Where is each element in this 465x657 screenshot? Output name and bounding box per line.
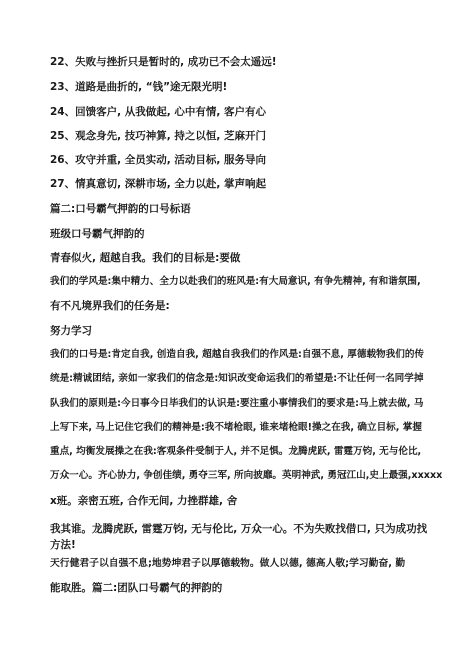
text-line: 能取胜。篇二:团队口号霸气的押韵的 [50,582,223,594]
text-line: 我们的学风是:集中精力、全力以赴我们的班风是:有大局意识, 有争先精神, 有和谐氛围, [50,276,421,287]
text-line: 方法! [50,539,76,551]
text-line: 统是:精诚团结, 亲如一家我们的信念是:知识改变命运我们的希望是:不让任何一名同学掉 [50,373,424,384]
text-line: 有不凡境界我们的任务是: [50,300,170,312]
text-line: 上写下来, 马上记住它我们的精神是:我不堵枪眼, 谁来堵枪眼!操之在我, 确立目标, 掌握 [50,422,422,433]
text-line: 25、观念身先, 技巧神算, 持之以恒, 芝麻开门 [50,130,267,142]
text-line: 青春似火, 超越自我。我们的目标是:要做 [50,252,241,264]
text-line: 27、情真意切, 深耕市场, 全力以赴, 掌声响起 [50,178,267,190]
text-line: 我其谁。龙腾虎跃, 雷霆万钧, 无与伦比, 万众一心。不为失败找借口, 只为成功找 [50,523,428,535]
text-line: 我们的口号是:肯定自我, 创造自我, 超越自我我们的作风是:自强不息, 厚德载物我们的传 [50,349,425,360]
text-line: 22、失败与挫折只是暂时的, 成功已不会太遥远! [50,56,277,68]
text-line: 天行健君子以自强不息;地势坤君子以厚德载物。做人以德, 德高人敬;学习勤奋, 勤 [50,558,406,569]
text-line: 24、回馈客户, 从我做起, 心中有情, 客户有心 [50,106,267,118]
text-line: 万众一心。齐心协力, 争创佳绩, 勇夺三军, 所向披靡。英明神武, 勇冠江山,史上最强,xxxxx [50,470,443,481]
text-line: 26、攻守并重, 全员实动, 活动目标, 服务导向 [50,154,267,166]
text-line: 队我们的原则是:今日事今日毕我们的认识是:要注重小事情我们的要求是:马上就去做, 马 [50,398,424,409]
text-line: 努力学习 [50,325,92,337]
text-line: 班级口号霸气押韵的 [50,228,145,240]
text-line: 重点, 均衡发展操之在我:客观条件受制于人, 并不足惧。龙腾虎跃, 雷霆万钧, 无与伦比, [50,446,422,457]
text-line: 23、道路是曲折的, “钱”途无限光明! [50,81,228,93]
section-heading: 篇二:口号霸气押韵的口号标语 [50,203,191,215]
text-line: x班。亲密五班, 合作无间, 力挫群雄, 舍 [50,495,238,507]
